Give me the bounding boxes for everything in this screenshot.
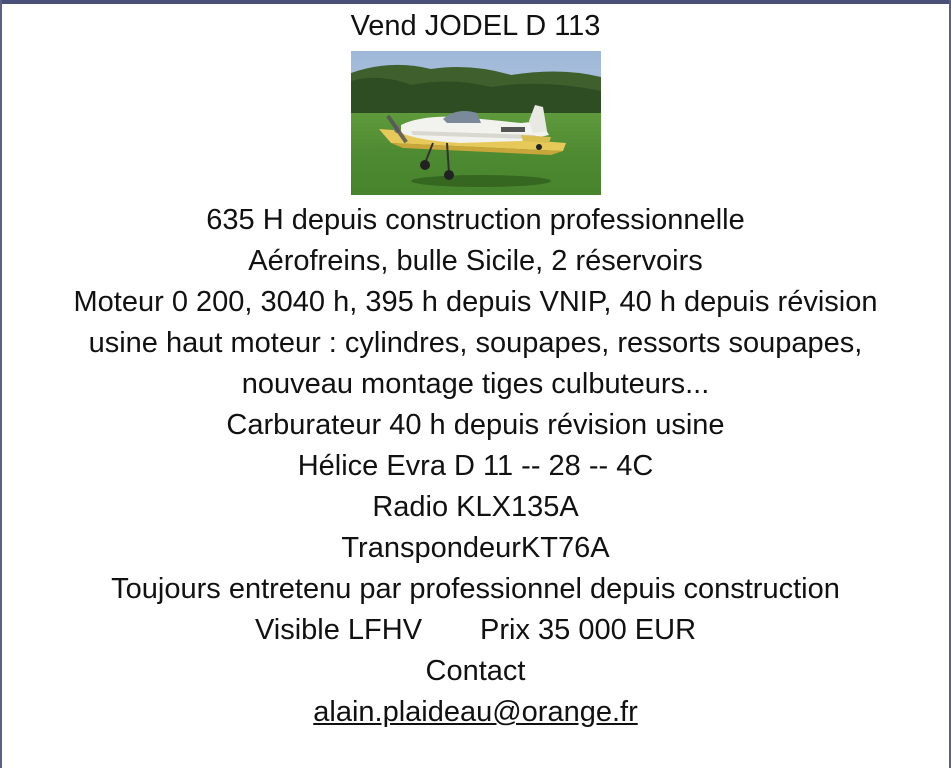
ad-visible-location: Visible LFHV [254,614,423,646]
contact-email-link[interactable]: alain.plaideau@orange.fr [313,696,638,728]
window-top-border [0,0,951,4]
aircraft-photo-container [0,51,951,197]
ad-line-hours: 635 H depuis construction professionnelle [206,204,745,236]
ad-line-propeller: Hélice Evra D 11 -- 28 -- 4C [297,450,654,482]
ad-line-radio: Radio KLX135A [372,491,579,523]
ad-contact-label: Contact [425,655,526,687]
ad-line-engine: Moteur 0 200, 3040 h, 395 h depuis VNIP, 40 h depuis révision [73,286,878,318]
ad-line-equipment: Aérofreins, bulle Sicile, 2 réservoirs [248,245,703,277]
ad-line-maintenance: Toujours entretenu par professionnel depuis construction [111,573,840,605]
ad-line-engine-rockers: nouveau montage tiges culbuteurs... [241,368,710,400]
ad-line-engine-overhaul: usine haut moteur : cylindres, soupapes, ressorts soupapes, [88,327,863,359]
ad-email-line [0,692,951,733]
ad-line-transponder: TranspondeurKT76A [341,532,610,564]
ad-line-carburetor: Carburateur 40 h depuis révision usine [226,409,725,441]
ad-price: Prix 35 000 EUR [480,614,697,646]
aircraft-photo [351,51,601,195]
ad-line-location-price [0,610,951,651]
aircraft-sale-ad [0,6,951,733]
ad-title: Vend JODEL D 113 [350,10,601,42]
